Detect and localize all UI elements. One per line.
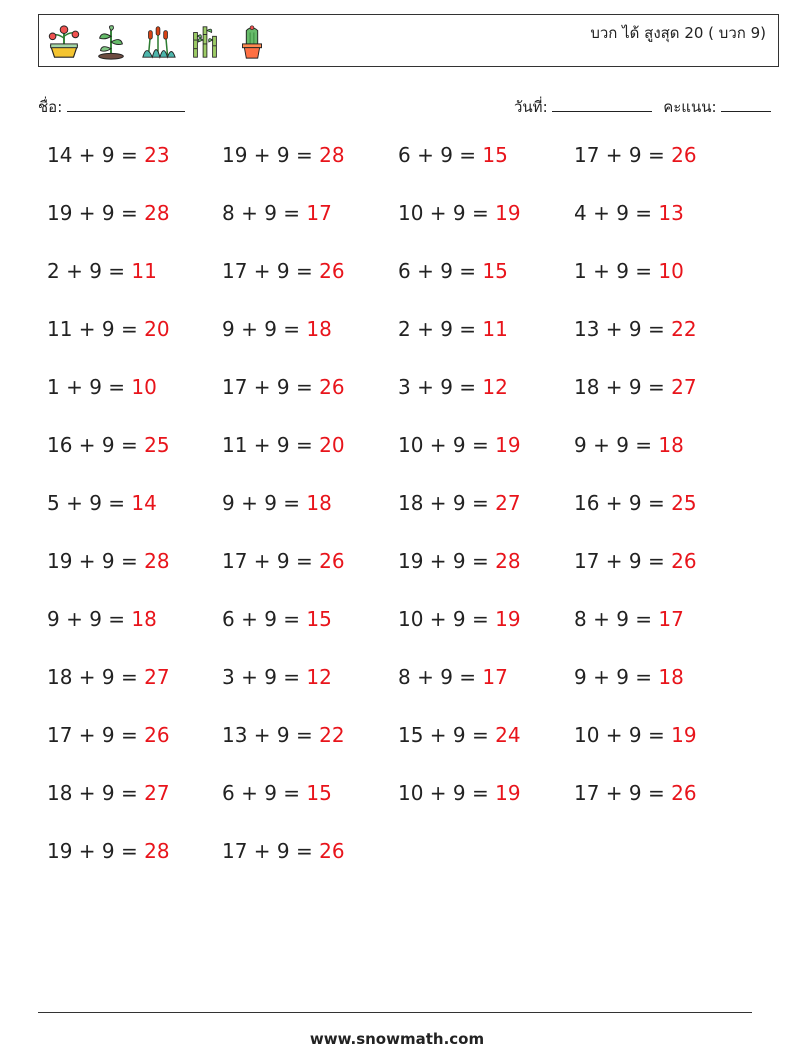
problem-item (222, 259, 345, 283)
problem-item (574, 201, 684, 225)
problem-question: 18 + 9 = (574, 375, 672, 399)
problem-question: 19 + 9 = (47, 549, 145, 573)
problem-question: 19 + 9 = (47, 839, 145, 863)
footer-divider (38, 1012, 752, 1013)
problem-item (222, 723, 345, 747)
problem-question: 17 + 9 = (222, 259, 320, 283)
name-field (38, 95, 185, 119)
problem-item (47, 665, 170, 689)
problem-question: 19 + 9 = (222, 143, 320, 167)
problem-answer: 13 (658, 201, 684, 225)
problem-item (47, 723, 170, 747)
problem-question: 10 + 9 = (398, 433, 496, 457)
problem-answer: 18 (658, 665, 684, 689)
problem-question: 17 + 9 = (222, 549, 320, 573)
problem-item (398, 317, 508, 341)
problem-question: 1 + 9 = (574, 259, 659, 283)
problem-answer: 22 (319, 723, 345, 747)
problem-item (47, 317, 170, 341)
name-label: ชื่อ: (38, 98, 63, 116)
problem-question: 10 + 9 = (398, 781, 496, 805)
problem-item (47, 433, 170, 457)
problem-answer: 19 (671, 723, 697, 747)
problem-question: 18 + 9 = (47, 781, 145, 805)
problem-item (398, 549, 521, 573)
problem-answer: 22 (671, 317, 697, 341)
problem-answer: 27 (144, 665, 170, 689)
problem-item (398, 375, 508, 399)
worksheet-header (38, 14, 779, 67)
problem-answer: 11 (131, 259, 157, 283)
problem-answer: 27 (144, 781, 170, 805)
problem-question: 18 + 9 = (47, 665, 145, 689)
problem-answer: 18 (658, 433, 684, 457)
problem-answer: 15 (306, 607, 332, 631)
problem-question: 11 + 9 = (222, 433, 320, 457)
problem-item (398, 491, 521, 515)
problem-question: 3 + 9 = (398, 375, 483, 399)
problem-item (574, 433, 684, 457)
problem-question: 18 + 9 = (398, 491, 496, 515)
problem-item (47, 839, 170, 863)
problem-answer: 26 (671, 143, 697, 167)
problem-question: 2 + 9 = (47, 259, 132, 283)
problem-answer: 15 (482, 143, 508, 167)
header-icons (45, 21, 271, 63)
problem-answer: 23 (144, 143, 170, 167)
problem-answer: 25 (671, 491, 697, 515)
problem-item (222, 781, 332, 805)
problem-answer: 25 (144, 433, 170, 457)
problem-question: 17 + 9 = (222, 375, 320, 399)
problem-question: 10 + 9 = (574, 723, 672, 747)
problem-question: 19 + 9 = (47, 201, 145, 225)
problem-answer: 28 (144, 201, 170, 225)
problem-answer: 28 (495, 549, 521, 573)
problem-question: 8 + 9 = (574, 607, 659, 631)
problem-answer: 26 (144, 723, 170, 747)
problem-answer: 26 (671, 781, 697, 805)
problem-question: 17 + 9 = (574, 549, 672, 573)
problem-question: 6 + 9 = (222, 607, 307, 631)
problem-question: 16 + 9 = (47, 433, 145, 457)
problem-answer: 10 (131, 375, 157, 399)
problem-item (222, 317, 332, 341)
problem-answer: 12 (482, 375, 508, 399)
problem-answer: 15 (306, 781, 332, 805)
problem-question: 16 + 9 = (574, 491, 672, 515)
problem-item (398, 433, 521, 457)
problem-item (574, 259, 684, 283)
problem-item (398, 781, 521, 805)
problem-question: 14 + 9 = (47, 143, 145, 167)
problem-item (47, 549, 170, 573)
score-label: คะแนน: (663, 98, 717, 116)
name-blank[interactable] (67, 97, 185, 112)
problem-item (398, 723, 521, 747)
problem-item (47, 491, 157, 515)
problem-item (47, 201, 170, 225)
problem-answer: 18 (306, 491, 332, 515)
problem-answer: 26 (671, 549, 697, 573)
problem-item (222, 607, 332, 631)
problem-item (47, 607, 157, 631)
problem-question: 3 + 9 = (222, 665, 307, 689)
problem-question: 2 + 9 = (398, 317, 483, 341)
problem-question: 17 + 9 = (222, 839, 320, 863)
problem-answer: 26 (319, 549, 345, 573)
problem-question: 9 + 9 = (47, 607, 132, 631)
problem-answer: 14 (131, 491, 157, 515)
problem-question: 9 + 9 = (574, 433, 659, 457)
problem-answer: 17 (482, 665, 508, 689)
problem-question: 11 + 9 = (47, 317, 145, 341)
score-blank[interactable] (721, 97, 771, 112)
problem-answer: 12 (306, 665, 332, 689)
problem-question: 13 + 9 = (574, 317, 672, 341)
problem-answer: 28 (319, 143, 345, 167)
problem-answer: 17 (658, 607, 684, 631)
problem-item (398, 607, 521, 631)
problem-answer: 18 (306, 317, 332, 341)
problem-question: 9 + 9 = (574, 665, 659, 689)
problem-answer: 28 (144, 549, 170, 573)
cactus-icon (233, 22, 271, 62)
problem-item (47, 259, 157, 283)
problem-answer: 20 (144, 317, 170, 341)
problem-question: 15 + 9 = (398, 723, 496, 747)
problem-item (574, 665, 684, 689)
problem-answer: 27 (495, 491, 521, 515)
problem-item (47, 781, 170, 805)
problem-question: 17 + 9 = (574, 143, 672, 167)
problem-answer: 27 (671, 375, 697, 399)
problem-answer: 17 (306, 201, 332, 225)
problem-item (398, 665, 508, 689)
problem-answer: 19 (495, 781, 521, 805)
problem-answer: 19 (495, 607, 521, 631)
sprout-icon (92, 22, 130, 62)
problem-item (398, 143, 508, 167)
problem-answer: 24 (495, 723, 521, 747)
problem-item (222, 549, 345, 573)
problem-item (574, 143, 697, 167)
problem-item (222, 665, 332, 689)
problem-item (574, 491, 697, 515)
problem-item (222, 491, 332, 515)
problem-answer: 20 (319, 433, 345, 457)
problem-item (222, 375, 345, 399)
problem-answer: 10 (658, 259, 684, 283)
problem-question: 17 + 9 = (574, 781, 672, 805)
problem-item (222, 839, 345, 863)
problem-question: 9 + 9 = (222, 317, 307, 341)
problem-question: 9 + 9 = (222, 491, 307, 515)
potted-flower-icon (45, 22, 83, 62)
problem-answer: 28 (144, 839, 170, 863)
problem-item (222, 201, 332, 225)
problem-item (398, 201, 521, 225)
problem-item (574, 549, 697, 573)
problem-question: 8 + 9 = (398, 665, 483, 689)
problem-question: 5 + 9 = (47, 491, 132, 515)
problem-item (47, 375, 157, 399)
date-label: วันที่: (514, 98, 548, 116)
problem-item (47, 143, 170, 167)
problem-answer: 11 (482, 317, 508, 341)
problem-question: 4 + 9 = (574, 201, 659, 225)
problem-item (574, 781, 697, 805)
problem-answer: 19 (495, 433, 521, 457)
worksheet-title: บวก ได้ สูงสุด 20 ( บวก 9) (590, 24, 766, 42)
problem-item (574, 317, 697, 341)
problem-answer: 19 (495, 201, 521, 225)
problem-question: 6 + 9 = (222, 781, 307, 805)
reeds-icon (139, 22, 177, 62)
bamboo-icon (186, 22, 224, 62)
date-blank[interactable] (552, 97, 652, 112)
problem-answer: 26 (319, 375, 345, 399)
footer-url: www.snowmath.com (309, 1030, 485, 1048)
problem-question: 10 + 9 = (398, 607, 496, 631)
problem-item (222, 143, 345, 167)
date-score-field (514, 95, 771, 119)
problem-answer: 18 (131, 607, 157, 631)
problem-item (398, 259, 508, 283)
problem-item (574, 607, 684, 631)
problem-question: 19 + 9 = (398, 549, 496, 573)
problem-question: 13 + 9 = (222, 723, 320, 747)
problem-question: 1 + 9 = (47, 375, 132, 399)
problem-answer: 26 (319, 259, 345, 283)
problem-question: 6 + 9 = (398, 143, 483, 167)
problem-question: 6 + 9 = (398, 259, 483, 283)
problem-question: 17 + 9 = (47, 723, 145, 747)
problem-question: 10 + 9 = (398, 201, 496, 225)
problem-item (574, 375, 697, 399)
problem-question: 8 + 9 = (222, 201, 307, 225)
problem-answer: 15 (482, 259, 508, 283)
problem-item (222, 433, 345, 457)
problem-item (574, 723, 697, 747)
problem-answer: 26 (319, 839, 345, 863)
